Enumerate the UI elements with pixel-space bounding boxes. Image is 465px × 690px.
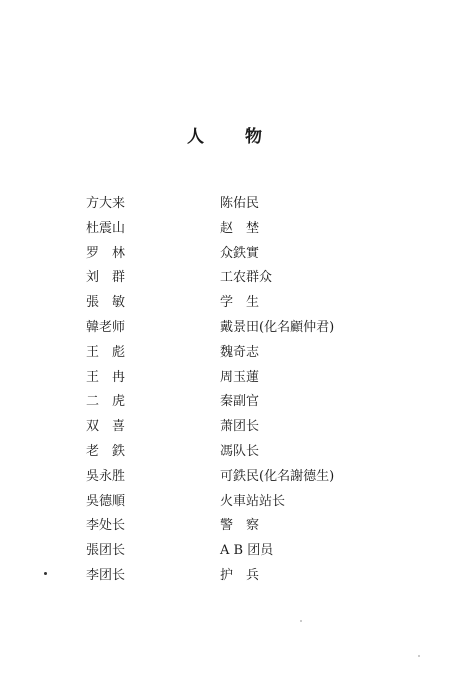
character-name: 魏奇志: [220, 344, 260, 360]
character-name: 馮队长: [220, 443, 260, 459]
character-name: 学 生: [220, 295, 260, 311]
character-name: 王 冉: [86, 369, 126, 385]
character-name: 罗 林: [86, 245, 126, 261]
character-name: 萧团长: [220, 419, 260, 435]
character-name: 杜震山: [86, 220, 126, 236]
character-name: 众鉄實: [220, 245, 260, 261]
character-name: 护 兵: [220, 567, 260, 583]
character-name: 周玉蓮: [220, 369, 260, 385]
character-name: 張团长: [86, 543, 126, 559]
character-name: 火車站站长: [220, 493, 286, 509]
ink-dot: [44, 572, 47, 575]
character-name: 刘 群: [86, 270, 126, 286]
character-name: 吳永胜: [86, 468, 126, 484]
character-name: 秦副官: [220, 394, 260, 410]
character-name: A B 团员: [220, 543, 274, 559]
title-char-2: 物: [245, 127, 262, 147]
character-name: 可鉄民(化名謝德生): [220, 468, 335, 484]
paper-speck: [418, 655, 420, 657]
paper-speck: [300, 620, 302, 622]
character-name: 方大来: [86, 196, 126, 211]
page-title: [0, 122, 465, 146]
character-list-right: [220, 192, 420, 589]
character-name: 李团长: [86, 567, 126, 583]
character-name: 李处长: [86, 518, 126, 534]
character-name: 王 彪: [86, 344, 126, 360]
character-name: 戴景田(化名顧仲君): [220, 319, 335, 335]
character-name: 双 喜: [86, 419, 126, 435]
character-name: 張 敏: [86, 295, 126, 311]
character-name: 警 察: [220, 518, 260, 534]
title-char-1: 人: [187, 127, 204, 147]
character-name: 韓老师: [86, 319, 126, 335]
character-name: 二 虎: [86, 394, 126, 410]
character-name: 陈佑民: [220, 196, 260, 211]
character-name: 老 鉄: [86, 443, 126, 459]
character-name: 工农群众: [220, 270, 273, 286]
character-name: 吳德順: [86, 493, 126, 509]
character-list-left: [82, 192, 192, 589]
character-name: 赵 埜: [220, 220, 260, 236]
